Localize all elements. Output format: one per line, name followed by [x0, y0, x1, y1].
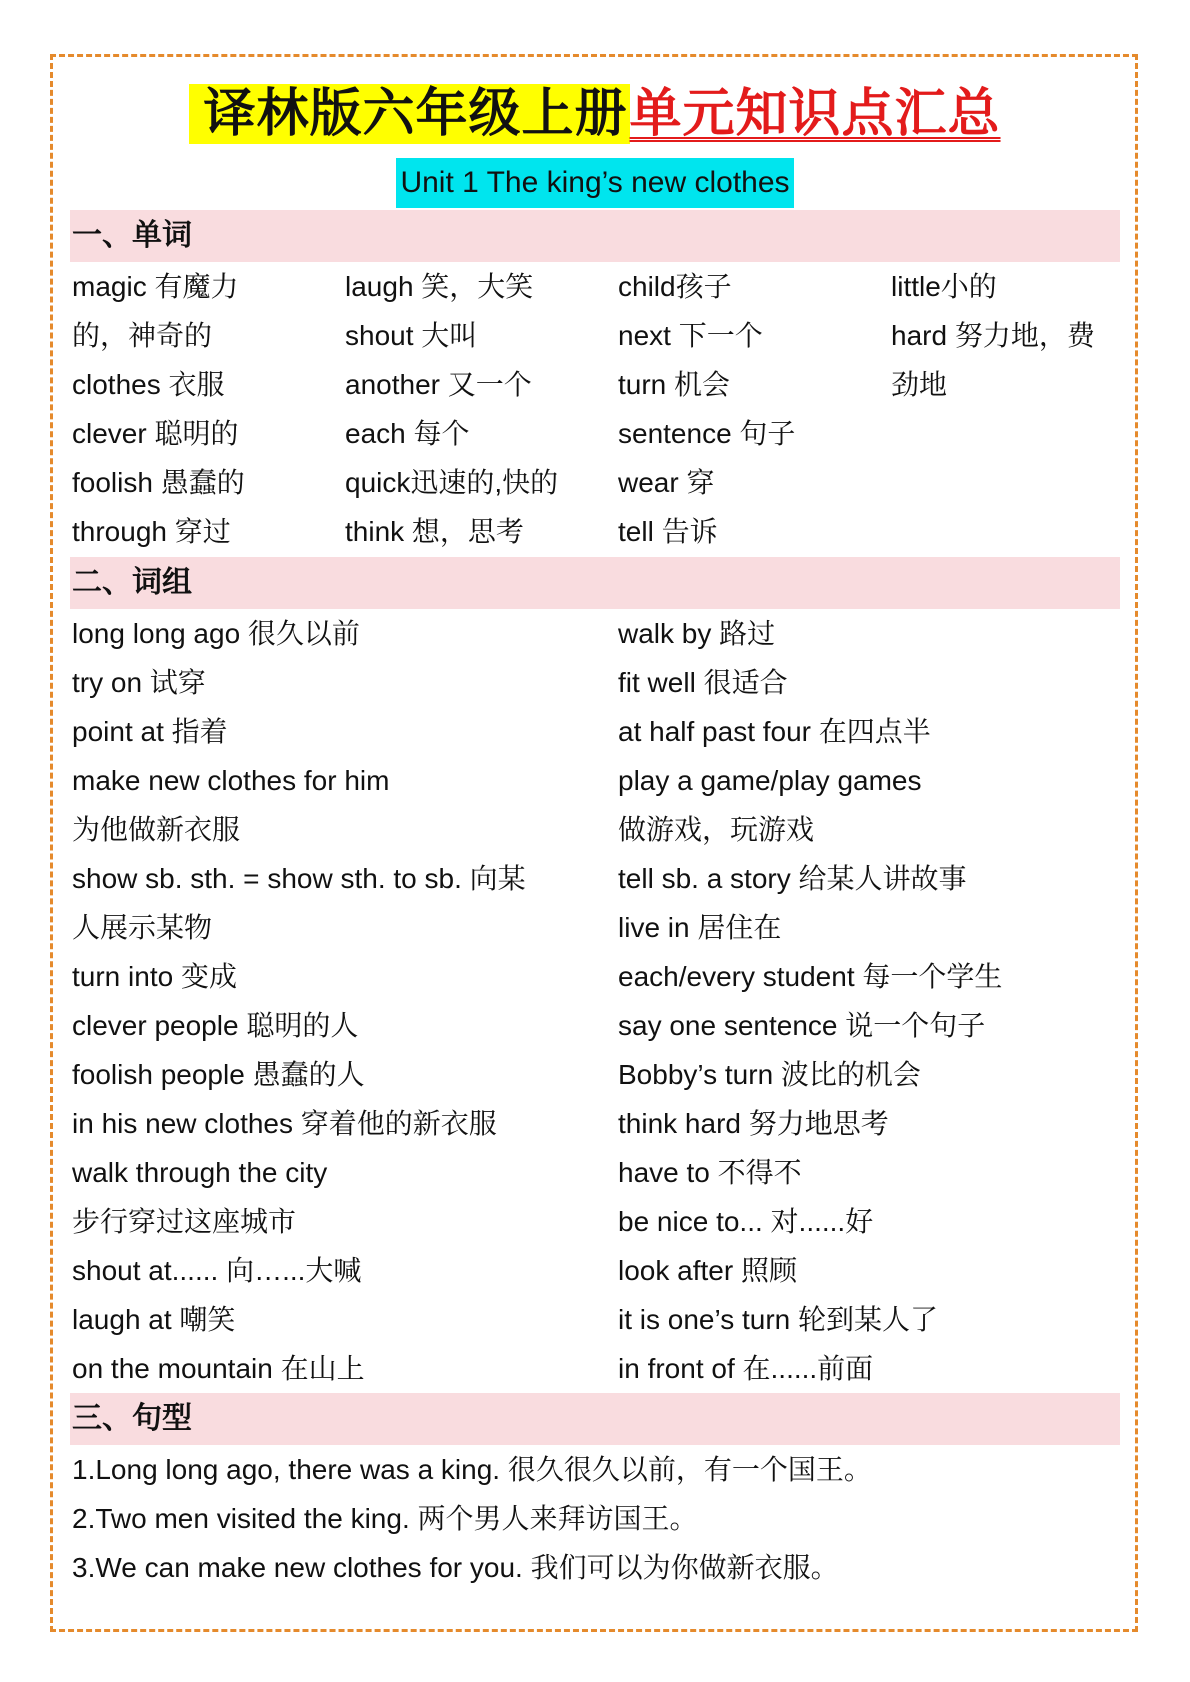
phrase-entry: each/every student 每一个学生 — [618, 961, 1003, 992]
phrase-entry: walk through the city — [72, 1157, 328, 1188]
word-entry: turn 机会 — [618, 369, 731, 400]
word-entry: each 每个 — [345, 418, 470, 449]
phrase-entry: Bobby’s turn 波比的机会 — [618, 1059, 921, 1090]
word-entry: little小的 — [891, 271, 997, 302]
sentence-entry: 2.Two men visited the king. 两个男人来拜访国王。 — [72, 1503, 698, 1534]
phrase-entry: think hard 努力地思考 — [618, 1108, 889, 1139]
phrase-entry: in front of 在......前面 — [618, 1353, 874, 1384]
page-title — [189, 70, 1000, 158]
phrase-entry: point at 指着 — [72, 716, 228, 747]
phrase-entry: play a game/play games — [618, 765, 922, 796]
phrase-entry: long long ago 很久以前 — [72, 618, 360, 649]
phrase-entry: look after 照顾 — [618, 1255, 797, 1286]
phrase-entry: shout at...... 向…...大喊 — [72, 1255, 362, 1286]
phrase-entry: on the mountain 在山上 — [72, 1353, 365, 1384]
phrase-entry: show sb. sth. = show sth. to sb. 向某 — [72, 863, 526, 894]
phrase-entry: turn into 变成 — [72, 961, 237, 992]
sentence-entry: 3.We can make new clothes for you. 我们可以为你做新衣服。 — [72, 1552, 839, 1583]
word-entry: foolish 愚蠢的 — [72, 467, 245, 498]
phrase-entry: try on 试穿 — [72, 667, 206, 698]
phrase-entry: 步行穿过这座城市 — [72, 1206, 297, 1237]
word-entry: through 穿过 — [72, 516, 231, 547]
phrase-entry: have to 不得不 — [618, 1157, 802, 1188]
phrase-entry: fit well 很适合 — [618, 667, 788, 698]
phrase-entry: make new clothes for him — [72, 765, 390, 796]
section-heading-phrases: 二、词组 — [70, 557, 1120, 609]
word-entry: 的，神奇的 — [72, 320, 213, 351]
word-entry: next 下一个 — [618, 320, 763, 351]
title-row — [0, 70, 1190, 158]
word-entry: laugh 笑，大笑 — [345, 271, 534, 302]
word-entry: magic 有魔力 — [72, 271, 239, 302]
phrase-entry: tell sb. a story 给某人讲故事 — [618, 863, 967, 894]
unit-row — [0, 158, 1190, 208]
section-heading-words: 一、单词 — [70, 210, 1120, 262]
word-entry: sentence 句子 — [618, 418, 796, 449]
phrase-entry: be nice to... 对......好 — [618, 1206, 874, 1237]
phrase-entry: at half past four 在四点半 — [618, 716, 931, 747]
phrase-entry: say one sentence 说一个句子 — [618, 1010, 986, 1041]
word-entry: hard 努力地，费 — [891, 320, 1095, 351]
title-highlighted-part: 译林版六年级上册 — [189, 84, 629, 144]
sentence-entry: 1.Long long ago, there was a king. 很久很久以前，有一个国王。 — [72, 1454, 872, 1485]
word-entry: clothes 衣服 — [72, 369, 225, 400]
word-entry: think 想，思考 — [345, 516, 524, 547]
word-entry: clever 聪明的 — [72, 418, 239, 449]
title-red-part: 单元知识点汇总 — [629, 84, 1001, 144]
word-entry: shout 大叫 — [345, 320, 478, 351]
phrase-entry: live in 居住在 — [618, 912, 782, 943]
phrase-entry: 做游戏，玩游戏 — [618, 814, 815, 845]
phrase-entry: it is one’s turn 轮到某人了 — [618, 1304, 939, 1335]
phrase-entry: in his new clothes 穿着他的新衣服 — [72, 1108, 497, 1139]
phrase-entry: clever people 聪明的人 — [72, 1010, 359, 1041]
phrase-entry: 人展示某物 — [72, 912, 213, 943]
phrase-entry: walk by 路过 — [618, 618, 776, 649]
word-entry: child孩子 — [618, 271, 732, 302]
section-heading-sentences: 三、句型 — [70, 1393, 1120, 1445]
word-entry: wear 穿 — [618, 467, 715, 498]
phrase-entry: laugh at 嘲笑 — [72, 1304, 236, 1335]
word-entry: 劲地 — [891, 369, 948, 400]
word-entry: quick迅速的,快的 — [345, 467, 559, 498]
word-entry: tell 告诉 — [618, 516, 718, 547]
word-entry: another 又一个 — [345, 369, 532, 400]
unit-subtitle: Unit 1 The king’s new clothes — [396, 158, 793, 208]
phrase-entry: foolish people 愚蠢的人 — [72, 1059, 365, 1090]
phrase-entry: 为他做新衣服 — [72, 814, 241, 845]
